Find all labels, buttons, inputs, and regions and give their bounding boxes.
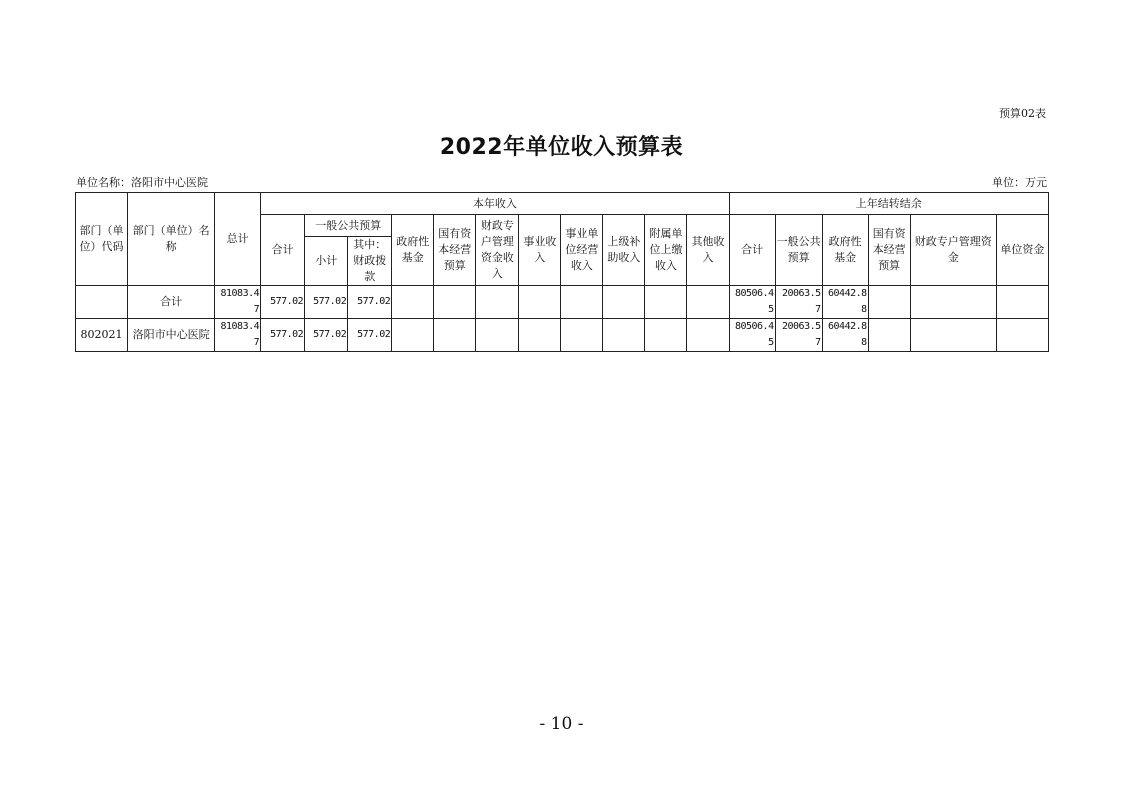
col-gpb-subtotal: 小计	[305, 237, 348, 286]
cell-business-income	[519, 286, 561, 319]
cell-py-state-capital	[868, 319, 910, 352]
cell-business-income	[519, 319, 561, 352]
col-py-unit-funds: 单位资金	[996, 215, 1048, 286]
col-py-gov-fund: 政府性基金	[822, 215, 868, 286]
col-py-general-public: 一般公共预算	[775, 215, 822, 286]
cell-py-general-public: 20063.57	[775, 286, 822, 319]
col-total: 总计	[215, 193, 261, 286]
cell-other-income	[687, 286, 729, 319]
cell-py-sum: 80506.45	[729, 286, 775, 319]
cell-py-gov-fund: 60442.88	[822, 286, 868, 319]
cell-total: 81083.47	[215, 319, 261, 352]
cell-py-gov-fund: 60442.88	[822, 319, 868, 352]
cell-superior-subsidy	[603, 319, 645, 352]
cell-name: 合计	[128, 286, 215, 319]
group-general-public-budget: 一般公共预算	[305, 215, 392, 237]
table-row	[76, 286, 1049, 319]
cell-gpb-fiscal: 577.02	[348, 286, 392, 319]
cell-code: 802021	[76, 319, 128, 352]
currency-unit-label: 单位：万元	[992, 176, 1047, 189]
cell-affiliated-income	[645, 286, 687, 319]
col-py-sum: 合计	[729, 215, 775, 286]
cell-operating-income	[561, 319, 603, 352]
cell-superior-subsidy	[603, 286, 645, 319]
cell-gov-fund	[392, 286, 434, 319]
cell-total: 81083.47	[215, 286, 261, 319]
col-py-fiscal-special: 财政专户管理资金	[910, 215, 996, 286]
cell-state-capital	[434, 286, 476, 319]
col-state-capital: 国有资本经营预算	[434, 215, 476, 286]
cell-affiliated-income	[645, 319, 687, 352]
page-title: 2022年单位收入预算表	[439, 135, 684, 160]
col-other-income: 其他收入	[687, 215, 729, 286]
cell-gpb-subtotal: 577.02	[305, 286, 348, 319]
cell-name: 洛阳市中心医院	[128, 319, 215, 352]
group-current-year-income: 本年收入	[261, 193, 729, 215]
col-cy-sum: 合计	[261, 215, 305, 286]
cell-code	[76, 286, 128, 319]
col-superior-subsidy: 上级补助收入	[603, 215, 645, 286]
col-affiliated-income: 附属单位上缴收入	[645, 215, 687, 286]
page-number: - 10 -	[539, 714, 584, 734]
col-gpb-fiscal: 其中：财政拨款	[348, 237, 392, 286]
cell-state-capital	[434, 319, 476, 352]
cell-py-sum: 80506.45	[729, 319, 775, 352]
cell-py-fiscal-special	[910, 319, 996, 352]
cell-py-unit-funds	[996, 319, 1048, 352]
cell-py-fiscal-special	[910, 286, 996, 319]
col-dept-name: 部门（单位）名称	[128, 193, 215, 286]
income-budget-table	[75, 192, 1049, 352]
header-row-1	[76, 193, 1049, 215]
cell-cy-sum: 577.02	[261, 319, 305, 352]
cell-py-state-capital	[868, 286, 910, 319]
form-number: 预算02表	[999, 107, 1046, 120]
cell-gov-fund	[392, 319, 434, 352]
unit-name-label: 单位名称：洛阳市中心医院	[76, 176, 208, 189]
cell-fiscal-special	[476, 286, 519, 319]
table-row	[76, 319, 1049, 352]
col-py-state-capital: 国有资本经营预算	[868, 215, 910, 286]
cell-gpb-subtotal: 577.02	[305, 319, 348, 352]
cell-cy-sum: 577.02	[261, 286, 305, 319]
cell-operating-income	[561, 286, 603, 319]
col-dept-code: 部门（单位）代码	[76, 193, 128, 286]
col-fiscal-special: 财政专户管理资金收入	[476, 215, 519, 286]
cell-py-general-public: 20063.57	[775, 319, 822, 352]
col-operating-income: 事业单位经营收入	[561, 215, 603, 286]
col-gov-fund: 政府性基金	[392, 215, 434, 286]
col-business-income: 事业收入	[519, 215, 561, 286]
cell-py-unit-funds	[996, 286, 1048, 319]
cell-gpb-fiscal: 577.02	[348, 319, 392, 352]
cell-other-income	[687, 319, 729, 352]
group-prior-year-carryover: 上年结转结余	[729, 193, 1048, 215]
cell-fiscal-special	[476, 319, 519, 352]
